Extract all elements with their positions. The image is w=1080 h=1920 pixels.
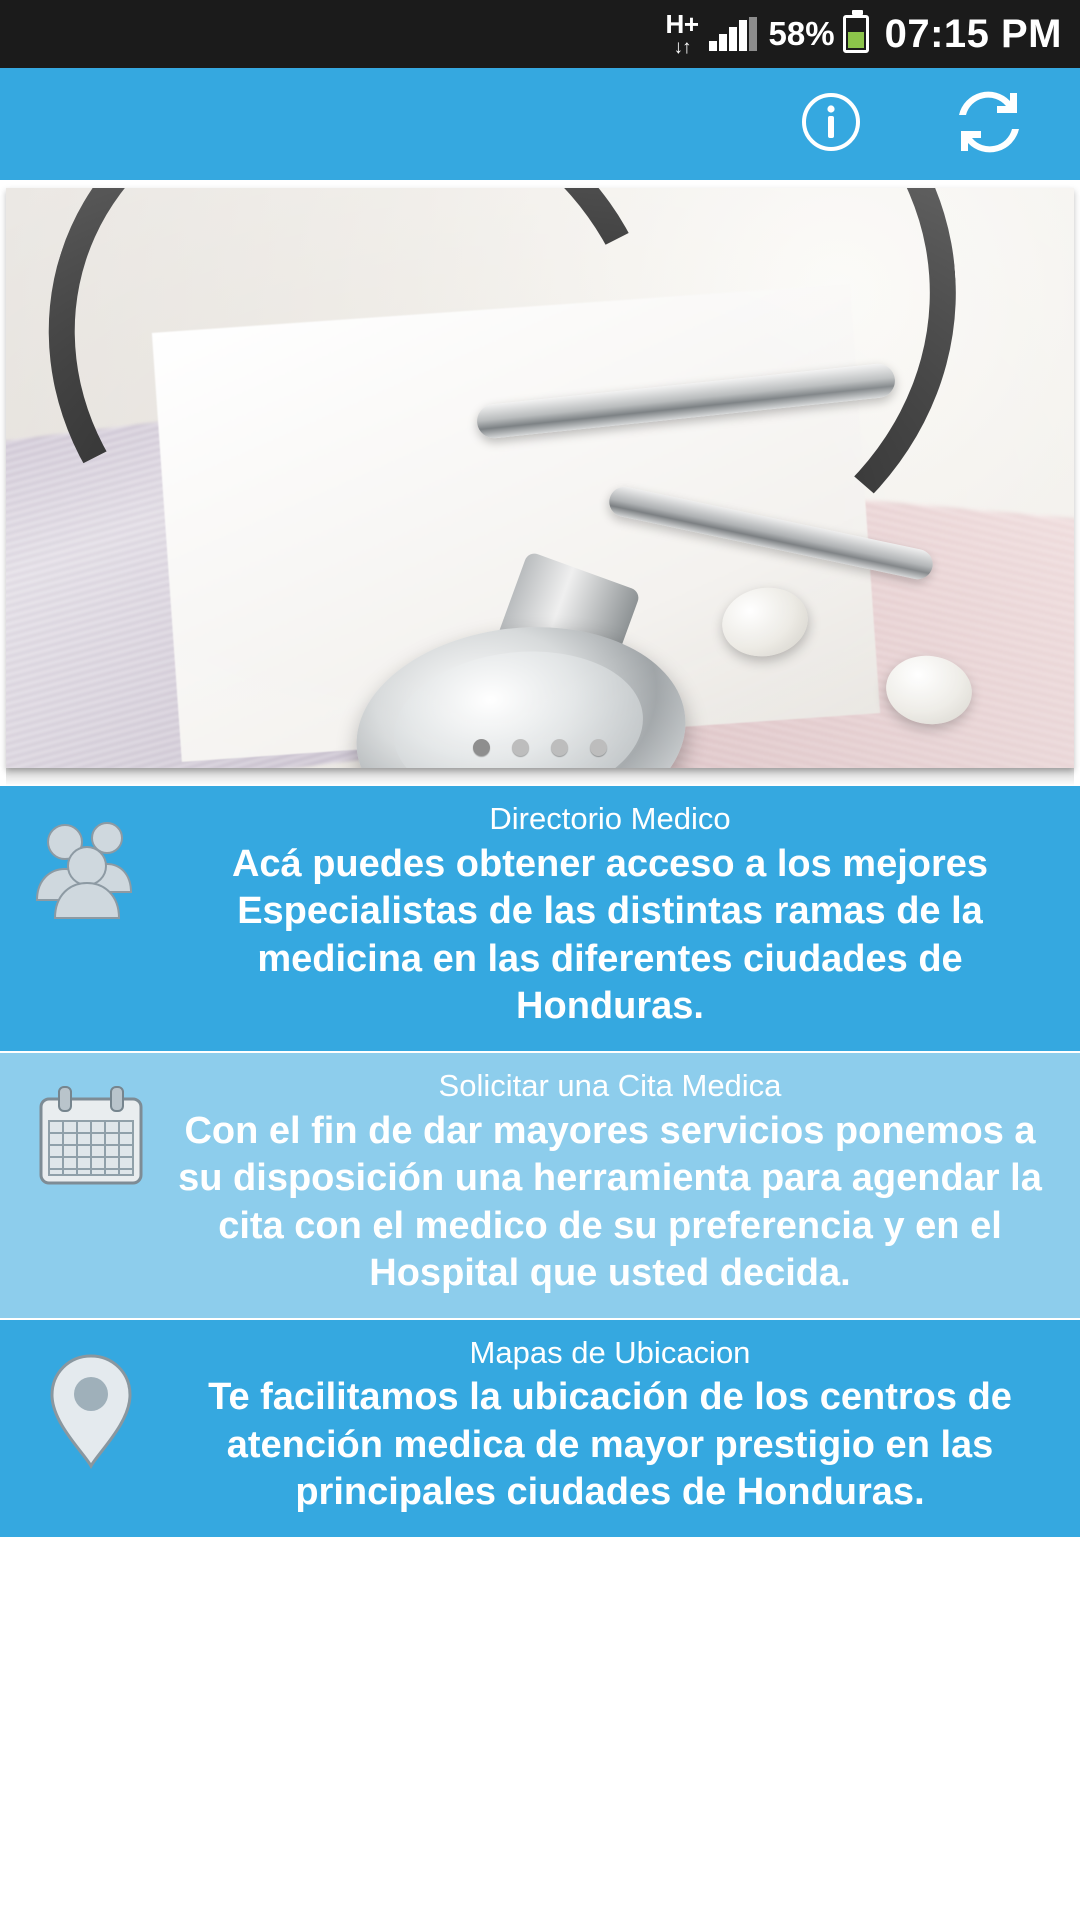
card-text-column [166,800,1064,1031]
card-text-column [166,1334,1064,1517]
card-directorio-medico[interactable] [0,786,1080,1053]
card-mapas-de-ubicacion[interactable] [0,1320,1080,1539]
carousel-dot-4[interactable] [590,739,607,756]
card-description: Te facilitamos la ubicación de los centros de atención medica de mayor prestigio en las principales ciudades de Honduras. [208,1376,1012,1514]
stethoscope-book-image [6,188,1074,768]
card-description: Con el fin de dar mayores servicios ponemos a su disposición una herramienta para agendar la cita con el medico de su preferencia y en el Hospital que usted decida. [178,1109,1042,1294]
status-bar [0,0,1080,68]
carousel-shadow [6,768,1074,786]
carousel-container[interactable] [0,180,1080,768]
carousel-slide[interactable] [6,188,1074,768]
refresh-icon[interactable] [954,89,1024,160]
people-icon [16,800,166,922]
map-pin-icon [16,1334,166,1470]
battery-percent-label: 58% [768,15,835,52]
status-clock: 07:15 PM [884,11,1062,56]
card-title: Mapas de Ubicacion [469,1334,751,1370]
carousel-dot-3[interactable] [551,739,568,756]
info-icon[interactable] [800,91,862,158]
carousel-dots[interactable] [6,739,1074,756]
network-type-label: H+ [665,9,699,39]
signal-strength-icon [709,17,759,51]
card-description: Acá puedes obtener acceso a los mejores Especialistas de las distintas ramas de la medicina en las diferentes ciudades de Honduras. [231,842,989,1028]
card-title: Solicitar una Cita Medica [438,1067,782,1103]
carousel-dot-2[interactable] [512,739,529,756]
card-title: Directorio Medico [489,801,731,836]
app-bar [0,68,1080,180]
battery-icon [843,15,869,53]
card-text-column [166,1067,1064,1298]
data-transfer-icon: ↓↑ [673,37,691,58]
calendar-icon [16,1067,166,1189]
carousel-dot-1[interactable] [473,739,490,756]
card-solicitar-cita-medica[interactable] [0,1053,1080,1320]
network-type-indicator [666,11,699,57]
